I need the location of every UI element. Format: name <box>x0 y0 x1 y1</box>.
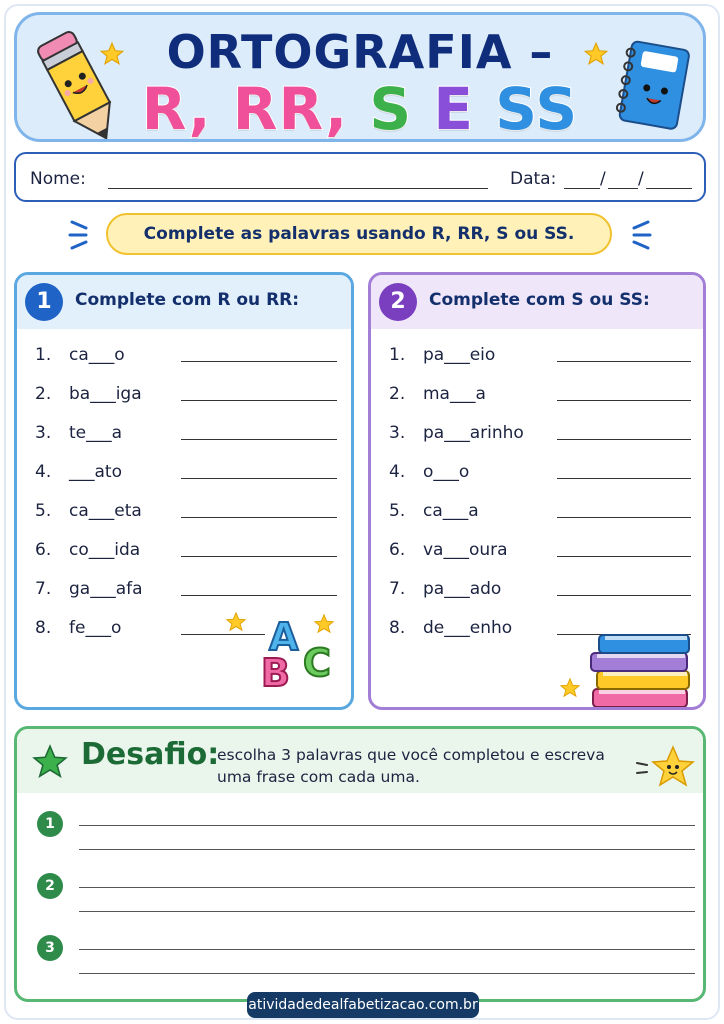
list-item <box>35 536 341 575</box>
letter-rr: RR, <box>232 75 349 142</box>
list-item <box>389 497 693 536</box>
item-word: pa___arinho <box>423 423 524 443</box>
letter-ss: SS <box>495 75 579 142</box>
smiling-star-icon <box>635 745 697 793</box>
exercise-2-number-badge: 2 <box>379 283 417 321</box>
item-number: 3. <box>35 423 52 443</box>
writing-line[interactable] <box>79 911 695 912</box>
list-item <box>389 419 693 458</box>
name-field[interactable] <box>108 188 488 189</box>
exercise-2-list <box>389 341 693 653</box>
item-number: 1. <box>35 345 52 365</box>
star-icon <box>225 611 247 633</box>
name-label: Nome: <box>30 169 86 189</box>
list-item <box>35 419 341 458</box>
answer-line[interactable] <box>557 439 691 440</box>
list-item <box>35 380 341 419</box>
answer-line[interactable] <box>181 634 265 635</box>
answer-line[interactable] <box>557 595 691 596</box>
writing-line[interactable] <box>79 973 695 974</box>
item-number: 3. <box>389 423 406 443</box>
list-item <box>389 341 693 380</box>
list-item <box>35 341 341 380</box>
item-number: 2. <box>389 384 406 404</box>
item-number: 4. <box>35 462 52 482</box>
exercise-2-title: Complete com S ou SS: <box>429 290 650 310</box>
list-item <box>389 536 693 575</box>
item-word: ga___afa <box>69 579 143 599</box>
challenge-row-number: 2 <box>37 873 63 899</box>
item-word: pa___ado <box>423 579 502 599</box>
date-separator: / <box>638 169 644 189</box>
item-word: ca___o <box>69 345 125 365</box>
item-word: ca___a <box>423 501 479 521</box>
writing-line[interactable] <box>79 825 695 826</box>
date-year-field[interactable] <box>646 188 692 189</box>
item-word: co___ida <box>69 540 141 560</box>
answer-line[interactable] <box>557 400 691 401</box>
letter-e: E <box>433 75 475 142</box>
letter-r: R, <box>141 75 212 142</box>
abc-letter-c: C <box>303 641 331 685</box>
answer-line[interactable] <box>181 595 337 596</box>
item-word: de___enho <box>423 618 513 638</box>
challenge-row-number: 3 <box>37 935 63 961</box>
answer-line[interactable] <box>557 556 691 557</box>
answer-line[interactable] <box>557 361 691 362</box>
exercise-2-panel <box>368 272 706 710</box>
list-item <box>389 575 693 614</box>
answer-line[interactable] <box>181 400 337 401</box>
item-word: ca___eta <box>69 501 142 521</box>
item-number: 6. <box>389 540 406 560</box>
list-item <box>35 575 341 614</box>
item-word: va___oura <box>423 540 508 560</box>
date-label: Data: <box>510 169 557 189</box>
exercise-1-panel <box>14 272 354 710</box>
item-number: 5. <box>389 501 406 521</box>
title-banner <box>14 12 706 142</box>
challenge-title: Desafio: <box>81 737 220 772</box>
writing-line[interactable] <box>79 887 695 888</box>
answer-line[interactable] <box>557 517 691 518</box>
writing-line[interactable] <box>79 949 695 950</box>
item-word: ma___a <box>423 384 486 404</box>
answer-line[interactable] <box>181 517 337 518</box>
answer-line[interactable] <box>181 361 337 362</box>
book-stack-icon <box>589 633 695 710</box>
star-icon <box>313 613 335 635</box>
exercise-2-header <box>371 275 703 329</box>
item-number: 2. <box>35 384 52 404</box>
name-date-bar <box>14 152 706 202</box>
answer-line[interactable] <box>181 439 337 440</box>
answer-line[interactable] <box>181 556 337 557</box>
item-number: 8. <box>389 618 406 638</box>
sparkle-left-icon <box>66 218 96 252</box>
item-number: 7. <box>35 579 52 599</box>
challenge-panel <box>14 726 706 1002</box>
list-item <box>35 458 341 497</box>
star-icon <box>559 677 581 699</box>
item-number: 7. <box>389 579 406 599</box>
list-item <box>35 497 341 536</box>
item-number: 6. <box>35 540 52 560</box>
letter-s: S <box>369 75 413 142</box>
list-item <box>389 458 693 497</box>
challenge-instruction: escolha 3 palavras que você completou e escreva uma frase com cada uma. <box>217 746 605 786</box>
challenge-row-number: 1 <box>37 811 63 837</box>
item-number: 1. <box>389 345 406 365</box>
item-word: o___o <box>423 462 470 482</box>
exercise-1-title: Complete com R ou RR: <box>75 290 300 310</box>
item-word: te___a <box>69 423 123 443</box>
list-item <box>389 380 693 419</box>
exercise-1-header <box>17 275 351 329</box>
item-word: ___ato <box>69 462 122 482</box>
exercise-1-list <box>35 341 341 653</box>
website-footer: atividadedealfabetizacao.com.br <box>247 992 479 1018</box>
star-icon <box>31 743 69 781</box>
abc-letter-a: A <box>269 615 299 659</box>
date-day-field[interactable] <box>564 188 600 189</box>
letters-title <box>17 75 703 142</box>
date-separator: / <box>600 169 606 189</box>
item-word: fe___o <box>69 618 122 638</box>
instruction-banner: Complete as palavras usando R, RR, S ou SS. <box>106 213 612 255</box>
item-word: ba___iga <box>69 384 142 404</box>
item-number: 4. <box>389 462 406 482</box>
challenge-row-1 <box>35 809 695 865</box>
page-title: ORTOGRAFIA – <box>166 25 554 79</box>
answer-line[interactable] <box>181 478 337 479</box>
date-month-field[interactable] <box>608 188 638 189</box>
challenge-row-3 <box>35 933 695 989</box>
challenge-header <box>17 729 703 793</box>
sparkle-right-icon <box>624 218 654 252</box>
item-number: 5. <box>35 501 52 521</box>
exercise-1-number-badge: 1 <box>25 283 63 321</box>
abc-letter-b: B <box>261 651 290 695</box>
writing-line[interactable] <box>79 849 695 850</box>
notebook-mascot-icon <box>611 37 695 137</box>
answer-line[interactable] <box>557 478 691 479</box>
item-number: 8. <box>35 618 52 638</box>
challenge-row-2 <box>35 871 695 927</box>
item-word: pa___eio <box>423 345 496 365</box>
